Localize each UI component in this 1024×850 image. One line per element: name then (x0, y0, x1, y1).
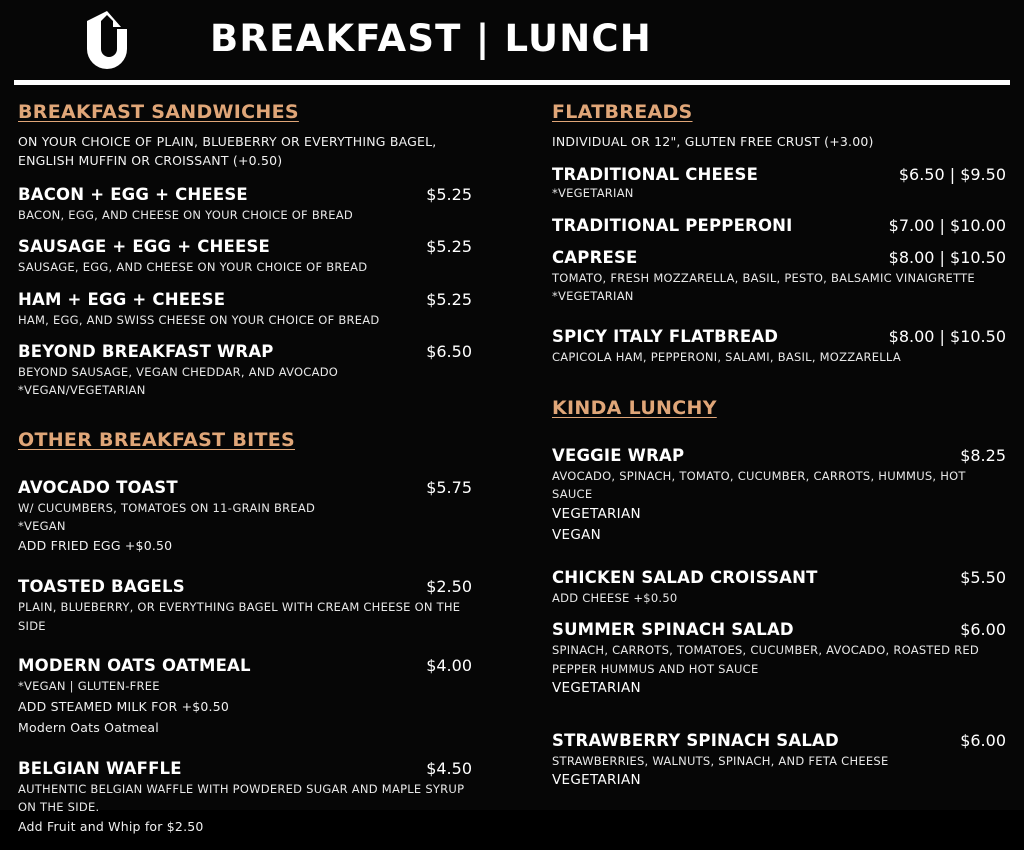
item-price: $6.00 (960, 730, 1006, 750)
item-description: AUTHENTIC BELGIAN WAFFLE WITH POWDERED SUGAR AND MAPLE SYRUP ON THE SIDE. (18, 781, 465, 815)
item-addon: ADD FRIED EGG +$0.50 (18, 538, 173, 554)
menu-header (14, 0, 1010, 76)
item-name: SUMMER SPINACH SALAD (552, 620, 794, 640)
item-name: CAPRESE (552, 247, 638, 267)
item-description: HAM, EGG, AND SWISS CHEESE ON YOUR CHOICE OF BREAD (18, 312, 380, 327)
menu-item (18, 478, 472, 557)
item-name: TRADITIONAL PEPPERONI (552, 215, 793, 235)
item-description: CAPICOLA HAM, PEPPERONI, SALAMI, BASIL, MOZZARELLA (552, 349, 901, 364)
item-name: BELGIAN WAFFLE (18, 758, 182, 778)
menu-columns (14, 101, 1010, 850)
up-arrow-logo (74, 9, 140, 67)
item-price: $6.50 (426, 341, 472, 361)
item-diet-tag: *VEGAN (18, 519, 66, 534)
section-kinda-lunchy (552, 397, 1006, 792)
item-price: $6.00 (960, 620, 1006, 640)
item-name: SPICY ITALY FLATBREAD (552, 326, 779, 346)
section-heading: KINDA LUNCHY (552, 396, 717, 419)
item-price: $6.50 | $9.50 (898, 165, 1006, 185)
item-price: $5.75 (426, 477, 472, 497)
item-description: AVOCADO, SPINACH, TOMATO, CUCUMBER, CARROTS, HUMMUS, HOT SAUCE (552, 468, 966, 502)
item-name: BACON + EGG + CHEESE (18, 184, 248, 204)
item-diet-tag: *VEGETARIAN (552, 289, 634, 304)
item-addon: ADD STEAMED MILK FOR +$0.50 (18, 698, 230, 714)
left-column (14, 101, 512, 850)
item-description: TOMATO, FRESH MOZZARELLA, BASIL, PESTO, BALSAMIC VINAIGRETTE (552, 270, 975, 285)
section-flatbreads (552, 101, 1006, 366)
menu-item (552, 446, 1006, 547)
section-heading: BREAKFAST SANDWICHES (18, 101, 299, 123)
item-name: VEGGIE WRAP (552, 445, 685, 465)
item-price: $5.25 (426, 237, 472, 257)
item-price: $5.25 (426, 184, 472, 204)
item-description: STRAWBERRIES, WALNUTS, SPINACH, AND FETA CHEESE (552, 753, 889, 768)
item-diet-tag: *VEGETARIAN (552, 186, 634, 201)
header-divider (14, 80, 1010, 85)
menu-item (18, 290, 472, 329)
menu-item (552, 731, 1006, 792)
item-price: $8.00 | $10.50 (888, 247, 1006, 267)
item-diet-tag: VEGETARIAN (552, 772, 641, 789)
menu-item (552, 216, 1006, 235)
item-diet-tag: *VEGAN/VEGETARIAN (18, 383, 146, 398)
menu-item (18, 342, 472, 400)
section-note: INDIVIDUAL OR 12", GLUTEN FREE CRUST (+3.00) (552, 134, 874, 149)
item-price: $8.25 (960, 445, 1006, 465)
item-price: $2.50 (426, 577, 472, 597)
section-breakfast-sandwiches (18, 101, 472, 400)
menu-item (552, 248, 1006, 306)
item-diet-tag: VEGETARIAN (552, 680, 641, 697)
menu-item (18, 237, 472, 276)
section-heading: OTHER BREAKFAST BITES (18, 428, 295, 451)
item-name: AVOCADO TOAST (18, 477, 178, 497)
item-price: $5.50 (960, 567, 1006, 587)
item-description: PLAIN, BLUEBERRY, OR EVERYTHING BAGEL WITH CREAM CHEESE ON THE SIDE (18, 600, 461, 633)
menu-item (18, 759, 472, 838)
item-price: $4.00 (426, 656, 472, 676)
item-name: BEYOND BREAKFAST WRAP (18, 341, 274, 361)
item-price: $5.25 (426, 289, 472, 309)
item-price: $4.50 (426, 758, 472, 778)
section-heading: FLATBREADS (552, 101, 693, 123)
item-name: TRADITIONAL CHEESE (552, 165, 759, 185)
item-name: TOASTED BAGELS (18, 577, 185, 597)
item-name: MODERN OATS OATMEAL (18, 656, 251, 676)
menu-item (18, 577, 472, 635)
item-description: BACON, EGG, AND CHEESE ON YOUR CHOICE OF BREAD (18, 207, 353, 222)
item-description: W/ CUCUMBERS, TOMATOES ON 11-GRAIN BREAD (18, 500, 316, 515)
section-other-breakfast-bites (18, 429, 472, 838)
item-description: SAUSAGE, EGG, AND CHEESE ON YOUR CHOICE OF BREAD (18, 260, 368, 275)
item-price: $8.00 | $10.50 (888, 326, 1006, 346)
item-name: STRAWBERRY SPINACH SALAD (552, 730, 839, 750)
menu-item (552, 327, 1006, 366)
item-diet-tag-secondary: VEGAN (552, 527, 602, 544)
page-title: BREAKFAST | LUNCH (210, 16, 652, 60)
right-column (512, 101, 1010, 850)
menu-item (18, 185, 472, 224)
item-diet-tag: VEGETARIAN (552, 505, 641, 522)
item-diet-tag: *VEGAN | GLUTEN-FREE (18, 679, 160, 694)
item-name: HAM + EGG + CHEESE (18, 289, 226, 309)
menu-item (552, 620, 1006, 699)
menu-item (18, 656, 472, 737)
item-subnote: Modern Oats Oatmeal (18, 719, 159, 735)
item-addon: Add Fruit and Whip for $2.50 (18, 819, 204, 835)
item-description: BEYOND SAUSAGE, VEGAN CHEDDAR, AND AVOCADO (18, 364, 339, 379)
item-addon: ADD CHEESE +$0.50 (552, 590, 678, 605)
item-name: CHICKEN SALAD CROISSANT (552, 567, 818, 587)
item-price: $7.00 | $10.00 (888, 215, 1006, 235)
item-description: SPINACH, CARROTS, TOMATOES, CUCUMBER, AVOCADO, ROASTED RED PEPPER HUMMUS AND HOT SAUCE (552, 643, 980, 676)
section-note: ON YOUR CHOICE OF PLAIN, BLUEBERRY OR EVERYTHING BAGEL, ENGLISH MUFFIN OR CROISSANT (+0.50) (18, 134, 437, 169)
menu-item (552, 165, 1006, 202)
item-name: SAUSAGE + EGG + CHEESE (18, 237, 271, 257)
menu-item (552, 568, 1006, 607)
